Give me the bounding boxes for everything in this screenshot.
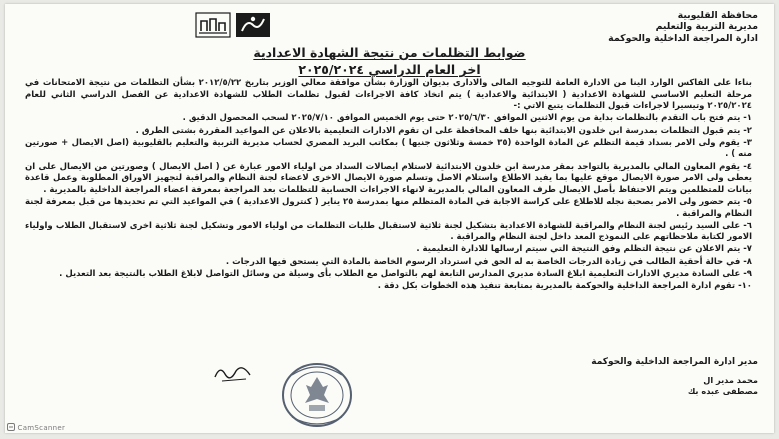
scanner-watermark — [7, 423, 65, 432]
rule-item: ١٠- تقوم ادارة المراجعة الداخلية والحوكمة بالمديرية بمتابعة تنفيذ هذه الخطوات بكل دقة . — [377, 281, 752, 292]
main-title: ضوابط التظلمات من نتيجة الشهادة الاعدادية — [253, 45, 526, 60]
rule-item: ٧- يتم الاعلان عن نتيجة التظلم وفق النتيجة التي سيتم ارسالها للادارة التعليمية . — [416, 244, 752, 255]
signatory-title: مدير ادارة المراجعة الداخلية والحوكمة — [591, 357, 758, 367]
document-titles — [5, 44, 774, 78]
rule-item: ٣- يقوم ولى الامر بسداد قيمة التظلم عن المادة الواحدة (٣٥ خمسة وثلاثون جنيها ) بمكاتب البريد المصري لحساب مديرية التربية والتعليم بالقليوبية (اصل الايصال + صورتين منه ) . — [25, 137, 752, 160]
rule-item: ٩- على السادة مديري الادارات التعليمية ابلاغ السادة مديري المدارس التابعة لهم بالتواصل مع الطلاب بأى وسيلة من وسائل التواصل لابلاغ الطلاب بالنتيجة بعد التعديل . — [59, 268, 752, 279]
authority-line: مديرية التربية والتعليم — [655, 21, 758, 33]
rule-item: ٢- يتم قبول التظلمات بمدرسة ابن خلدون الابتدائية بنها خلف المحافظة على ان تقوم الادارات التعليمية بالاعلان عن المواعيد المقررة بشتى الطرق . — [135, 125, 752, 136]
signatory-name: محمد مدير ال — [703, 375, 758, 385]
signatory-block — [688, 375, 758, 397]
rule-item: ٦- على السيد رئيس لجنة النظام والمراقبة للشهادة الاعدادية بتشكيل لجنة ثلاثية لاستقبال طلبات التظلمات من اولياء الامور وتشكيل لجنة ثلاثية اخرى لاستقبال الطلاب واولياء الامور لكتابة ملاحظاتهم على النموذج المعد داخل لجنة النظام والمراقبة . — [25, 220, 752, 243]
rule-item: ٤- يقوم المعاون المالي بالمديرية بالتواجد بمقر مدرسة ابن خلدون الابتدائية لاستلام ايصالات السداد من اولياء الامور عبارة عن ( اصل الايصال ) وصورتين من الايصال على ان يعطى ولى الامر صورة الايصال موقع عليها بما يفيد الاطلاع واستلام الاصل وتسلم صورة الايصال الاخرى لاعضاء لجنة النظام والمراقبة لتجهيز الاوراق المطلوبة وعمل قاعدة بيانات للمتظلمين ويتم الاحتفاظ بأصل الايصال طرف المعاون المالي بالمديرية لانهاء الاجراءات الحسابية للتظلمات بعد المراجعة بمعرفة اعضاء المراجعة الداخلية بالمديرية . — [25, 161, 752, 195]
rule-item: ٥- يتم حضور ولى الامر بصحبة نجله للاطلاع على كراسة الاجابة في المادة المتظلم منها بمدرسة ٢٥ يناير ( كنترول الاعدادية ) في المواعيد التي تم تحديدها من قبل بمعرفة لجنة النظام والمراقبة . — [25, 196, 752, 219]
authority-line: محافظة القليوبية — [677, 10, 758, 21]
rule-item: ٨- في حالة أحقية الطالب في زيادة الدرجات الخاصة به له الحق في استرداد الرسوم الخاصة بالمادة التي يستحق فيها الدرجات . — [225, 256, 752, 267]
document-header — [5, 8, 774, 48]
signature-section — [5, 357, 774, 433]
intro-paragraph: بناءا على الفاكس الوارد الينا من الادارة العامة للتوجيه المالى والادارى بديوان الوزارة بشأن موافقة معالي الوزير بتاريخ ٢٠١٢/٥/٢٢ بشأن التظلمات من نتيجة الامتحانات في مرحلة التعليم الاساسي للشهادة الاعدادية ( الابتدائية والاعدادية ) يتم اتخاذ كافة الاجراءات لقبول تظلمات الطلاب للشهادة الاعدادية عن الفصل الدراسي الثاني للعام ٢٠٢٥/٢٠٢٤ وتيسيرا لاجراءات قبول التظلمات يتبع الاتي :- — [25, 78, 752, 112]
education-logo-icon — [235, 11, 271, 39]
official-seal-icon — [280, 361, 354, 429]
document-body — [25, 78, 752, 293]
issuing-authority — [558, 10, 758, 44]
document-page — [5, 4, 774, 433]
rule-item: ١- يتم فتح باب التقدم بالتظلمات بداية من يوم الاثنين الموافق ٢٠٢٥/٦/٣٠ حتى يوم الخميس الموافق ٢٠٢٥/٧/١٠ لسحب المحصول الدقيق . — [182, 113, 752, 124]
logo-group — [195, 11, 275, 41]
handwritten-note-icon — [212, 359, 254, 385]
authority-line: ادارة المراجعة الداخلية والحوكمة — [608, 32, 758, 44]
signatory-name: مصطفى عبده بك — [687, 386, 758, 396]
watermark-text: CamScanner — [17, 424, 66, 432]
scanner-logo-icon — [7, 423, 15, 431]
subtitle: اخر العام الدراسي ٢٠٢٥/٢٠٢٤ — [298, 62, 481, 77]
ministry-logo-icon — [195, 11, 231, 39]
